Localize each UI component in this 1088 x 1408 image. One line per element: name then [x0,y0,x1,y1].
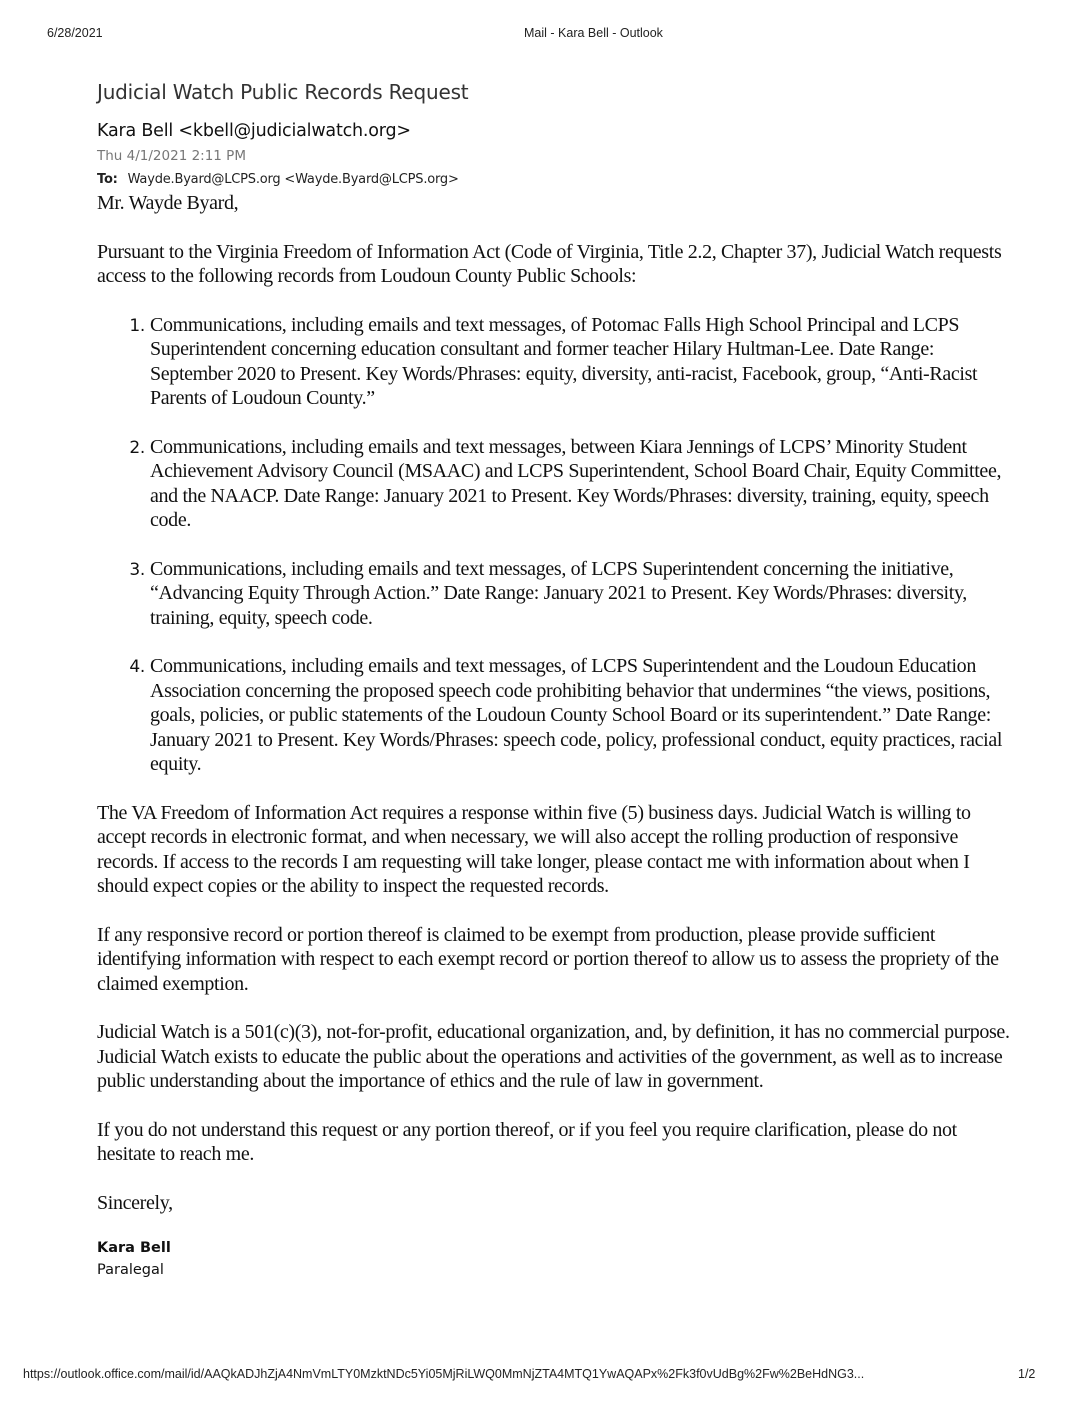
page-number: 1/2 [1018,1367,1036,1381]
request-item: 4. Communications, including emails and text messages, of LCPS Superintendent and the Loudoun Education Association concerning the proposed speech code prohibiting behavior that undermines “the views, positions, goals, policies, or public statements of the Loudoun County School Board or its superintendent.” Date Range: January 2021 to Present. Key Words/Phrases: speech code, policy, professional conduct, equity practices, racial equity. [150,654,1017,777]
print-url: https://outlook.office.com/mail/id/AAQkADJhZjA4NmVmLTY0MzktNDc5Yi05MjRiLWQ0MmNjZTA4MTQ1YwAQAPx%2Fk3f0vUdBg%2Fw%2BeHdNG3... [23,1367,865,1381]
request-item: 1. Communications, including emails and text messages, of Potomac Falls High School Principal and LCPS Superintendent concerning education consultant and former teacher Hilary Hultman-Lee. Date Range: September 2020 to Present. Key Words/Phrases: equity, diversity, anti-racist, Facebook, group, “Anti-Racist Parents of Loudoun County.” [150,313,1017,411]
email-body [97,191,1017,1215]
signature-title: Paralegal [97,1262,164,1278]
to-label: To: [97,172,118,187]
email-subject: Judicial Watch Public Records Request [97,80,469,104]
email-sender[interactable]: Kara Bell <kbell@judicialwatch.org> [97,121,411,141]
request-item: 3. Communications, including emails and text messages, of LCPS Superintendent concerning the initiative, “Advancing Equity Through Action.” Date Range: January 2021 to Present. Key Words/Phrases: diversity, training, equity, speech code. [150,557,1017,631]
print-title: Mail - Kara Bell - Outlook [524,26,663,40]
intro-paragraph: Pursuant to the Virginia Freedom of Information Act (Code of Virginia, Title 2.2, Chapter 37), Judicial Watch requests access to the following records from Loudoun County Public Schools: [97,240,1002,287]
to-recipient[interactable]: Wayde.Byard@LCPS.org <Wayde.Byard@LCPS.org> [127,172,459,187]
response-paragraph: The VA Freedom of Information Act requires a response within five (5) business days. Judicial Watch is willing to accept records in electronic format, and when necessary, we will also accept the rolling production of responsive records. If access to the records I am requesting will take longer, please contact me with information about when I should expect copies or the ability to inspect the requested records. [97,801,971,897]
email-recipients [97,172,1017,187]
email-sent-date: Thu 4/1/2021 2:11 PM [97,148,246,164]
print-footer [0,1367,1088,1383]
organization-paragraph: Judicial Watch is a 501(c)(3), not-for-profit, educational organization, and, by definition, it has no commercial purpose. Judicial Watch exists to educate the public about the operations and activities of the government, as well as to increase public understanding about the importance of ethics and the rule of law in government. [97,1021,1010,1092]
closing: Sincerely, [97,1191,173,1214]
exemption-paragraph: If any responsive record or portion thereof is claimed to be exempt from production, please provide sufficient identifying information with respect to each exempt record or portion thereof to allow us to assess the propriety of the claimed exemption. [97,923,999,995]
print-date: 6/28/2021 [47,26,103,40]
signature-name: Kara Bell [97,1240,171,1256]
greeting: Mr. Wayde Byard, [97,192,239,214]
clarification-paragraph: If you do not understand this request or any portion thereof, or if you feel you require clarification, please do not hesitate to reach me. [97,1118,957,1165]
request-item: 2. Communications, including emails and text messages, between Kiara Jennings of LCPS’ Minority Student Achievement Advisory Council (MSAAC) and LCPS Superintendent, School Board Chair, Equity Committee, and the NAACP. Date Range: January 2021 to Present. Key Words/Phrases: diversity, training, equity, speech code. [150,435,1017,533]
email-message [97,80,1017,1278]
request-list [97,313,1017,777]
print-header [0,26,1088,42]
